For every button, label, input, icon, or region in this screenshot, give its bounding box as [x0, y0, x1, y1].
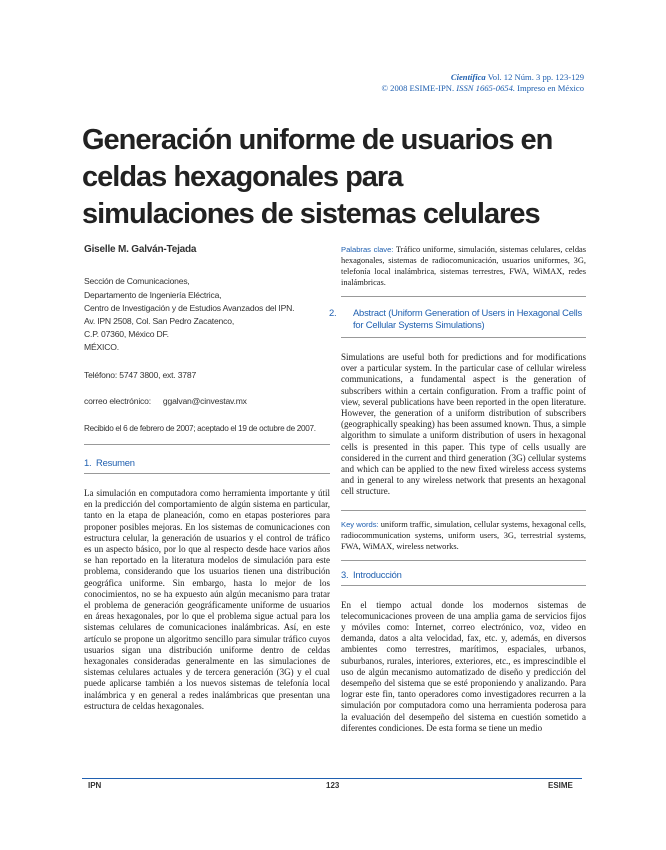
- article-title: Generación uniforme de usuarios en celdas hexagonales para simulaciones de sistemas celulares: [82, 124, 553, 230]
- affiliation-line: Av. IPN 2508, Col. San Pedro Zacatenco,: [84, 316, 235, 327]
- printed-text: Impreso en México: [515, 83, 584, 93]
- journal-name: Científica: [450, 72, 486, 82]
- footer-right: ESIME: [548, 781, 573, 790]
- section-number: 2.: [329, 307, 337, 318]
- divider: [84, 473, 330, 474]
- issn-text: ISSN 1665-0654.: [454, 83, 516, 93]
- journal-citation: [382, 72, 585, 83]
- email-row: [84, 395, 330, 407]
- abstract-text: Simulations are useful both for predictions and for modifications over a particular system. In the particular case of cellular wireless communications, a fundamental aspect is the generation of subscribers within a certain configuration. From a traffic point of view, several publications have been reported in the open literature. However, the generation of a uniform distribution of subscribers (geographically speaking) has been assumed known. Thus, a simple algorithm to simulate a uniform distribution of users in hexagonal cells is presented in this paper. This type of cells usually are considered in the current and third generation (3G) cellular systems and which can be applied to the new fixed wireless access systems and in general to any wireless network that presents an hexagonal cell structure.: [341, 352, 586, 497]
- page-number: 123: [326, 781, 340, 790]
- affiliation-line: MÉXICO.: [84, 342, 119, 353]
- divider: [341, 560, 586, 561]
- received-date: Recibido el 6 de febrero de 2007; aceptado el 19 de octubre de 2007.: [84, 423, 316, 433]
- author-name: Giselle M. Galván-Tejada: [84, 244, 197, 255]
- section-heading: [329, 307, 586, 331]
- keywords-es: [341, 244, 586, 288]
- section-heading: [84, 457, 330, 469]
- journal-header: [382, 72, 585, 94]
- introduccion-text: En el tiempo actual donde los modernos sistemas de telecomunicaciones proveen de una amplia gama de servicios fijos y móviles como: Internet, correo electrónico, voz, video en demanda, datos a alta velocidad, fax, etc. y, además, en diversos ambientes como terrestres, marítimos, espaciales, urbanos, suburbanos, rurales, interiores, exteriores, etc., es imprescindible el uso de algún mecanismo automatizado de diseño y predicción del desempeño del sistema que se esté proponiendo y analizando. Para lograr este fin, tanto operadores como investigadores recurren a la simulación por computadora como una herramienta poderosa para la evaluación del desempeño del sistema en cuestión sometido a diferentes condiciones. De esta forma se tiene un medio: [341, 599, 586, 733]
- section-title: Resumen: [96, 457, 135, 469]
- contact-info: [84, 369, 330, 407]
- keywords-label: Palabras clave:: [341, 245, 394, 254]
- affiliation: [84, 275, 330, 354]
- affiliation-line: C.P. 07360, México DF.: [84, 329, 169, 340]
- email-label: correo electrónico:: [84, 395, 151, 406]
- email-address[interactable]: ggalvan@cinvestav.mx: [162, 395, 247, 406]
- copyright-text: © 2008 ESIME-IPN.: [381, 83, 455, 93]
- section-heading: [341, 569, 586, 581]
- divider: [341, 296, 586, 297]
- keywords-label: Key words:: [341, 519, 379, 529]
- footer-left: IPN: [88, 781, 102, 790]
- section-number: 3.: [341, 568, 349, 580]
- journal-copyright: [382, 83, 585, 94]
- keywords-text: Tráfico uniforme, simulación, sistemas celulares, celdas hexagonales, sistemas de radiocomunicación, usuarios uniformes, 3G, telefonía local inalámbrica, sistemas terrestres, FWA, WiMAX, redes inalámbricas.: [341, 245, 586, 287]
- affiliation-line: Sección de Comunicaciones,: [84, 276, 190, 287]
- affiliation-line: Centro de Investigación y de Estudios Avanzados del IPN.: [84, 302, 295, 313]
- section-title: Abstract (Uniform Generation of Users in Hexagonal Cells for Cellular Systems Simulations): [353, 307, 583, 330]
- phone-number: Teléfono: 5747 3800, ext. 3787: [84, 369, 197, 380]
- divider: [341, 337, 586, 338]
- footer-rule: [82, 778, 582, 779]
- left-column: [84, 244, 330, 712]
- keywords-en: [341, 519, 586, 552]
- divider: [84, 444, 330, 445]
- right-column: [329, 244, 586, 734]
- resumen-section: [84, 457, 330, 712]
- section-title: Introducción: [353, 568, 402, 580]
- section-number: 1.: [84, 457, 92, 469]
- keywords-text: uniform traffic, simulation, cellular systems, hexagonal cells, radiocommunication systems, uniform users, 3G, terrestrial systems, FWA, WiMAX, wireless networks.: [341, 519, 586, 551]
- affiliation-line: Departamento de Ingeniería Eléctrica,: [84, 289, 222, 300]
- volume-info: Vol. 12 Núm. 3 pp. 123-129: [485, 72, 584, 82]
- divider: [341, 585, 586, 586]
- divider: [341, 510, 586, 511]
- resumen-text: La simulación en computadora como herramienta importante y útil en la predicción del comportamiento de algún sistema en particular, tanto en la etapa de planeación, como en etapas posteriores para proponer posibles mejoras. En los sistemas de comunicaciones con estructura celular, la generación de usuarios y el control de tráfico es un aspecto básico, por lo que al respecto desde hace varios años se han reportado en la literatura modelos de simulación para este problema, considerando que los usuarios tienen una distribución geográfica uniforme. Sin embargo, hasta lo mejor de los conocimientos, no se ha expuesto aún algún mecanismo para tratar el problema de generación geográficamente uniforme de usuarios en áreas hexagonales, por lo que el problema sigue actual para los sistemas celulares de comunicaciones inalámbricas. Así, en este artículo se propone un algoritmo sencillo para simular tráfico cuyos usuarios sigan una distribución uniforme dentro de celdas hexagonales consideradas generalmente en las simulaciones de sistemas celulares actuales y de tercera generación (3G) y el cual puede aplicarse también a los nuevos sistemas de telefonía local inalámbrica y en general a redes inalámbricas que presentan una estructura de celdas hexagonales.: [84, 488, 330, 711]
